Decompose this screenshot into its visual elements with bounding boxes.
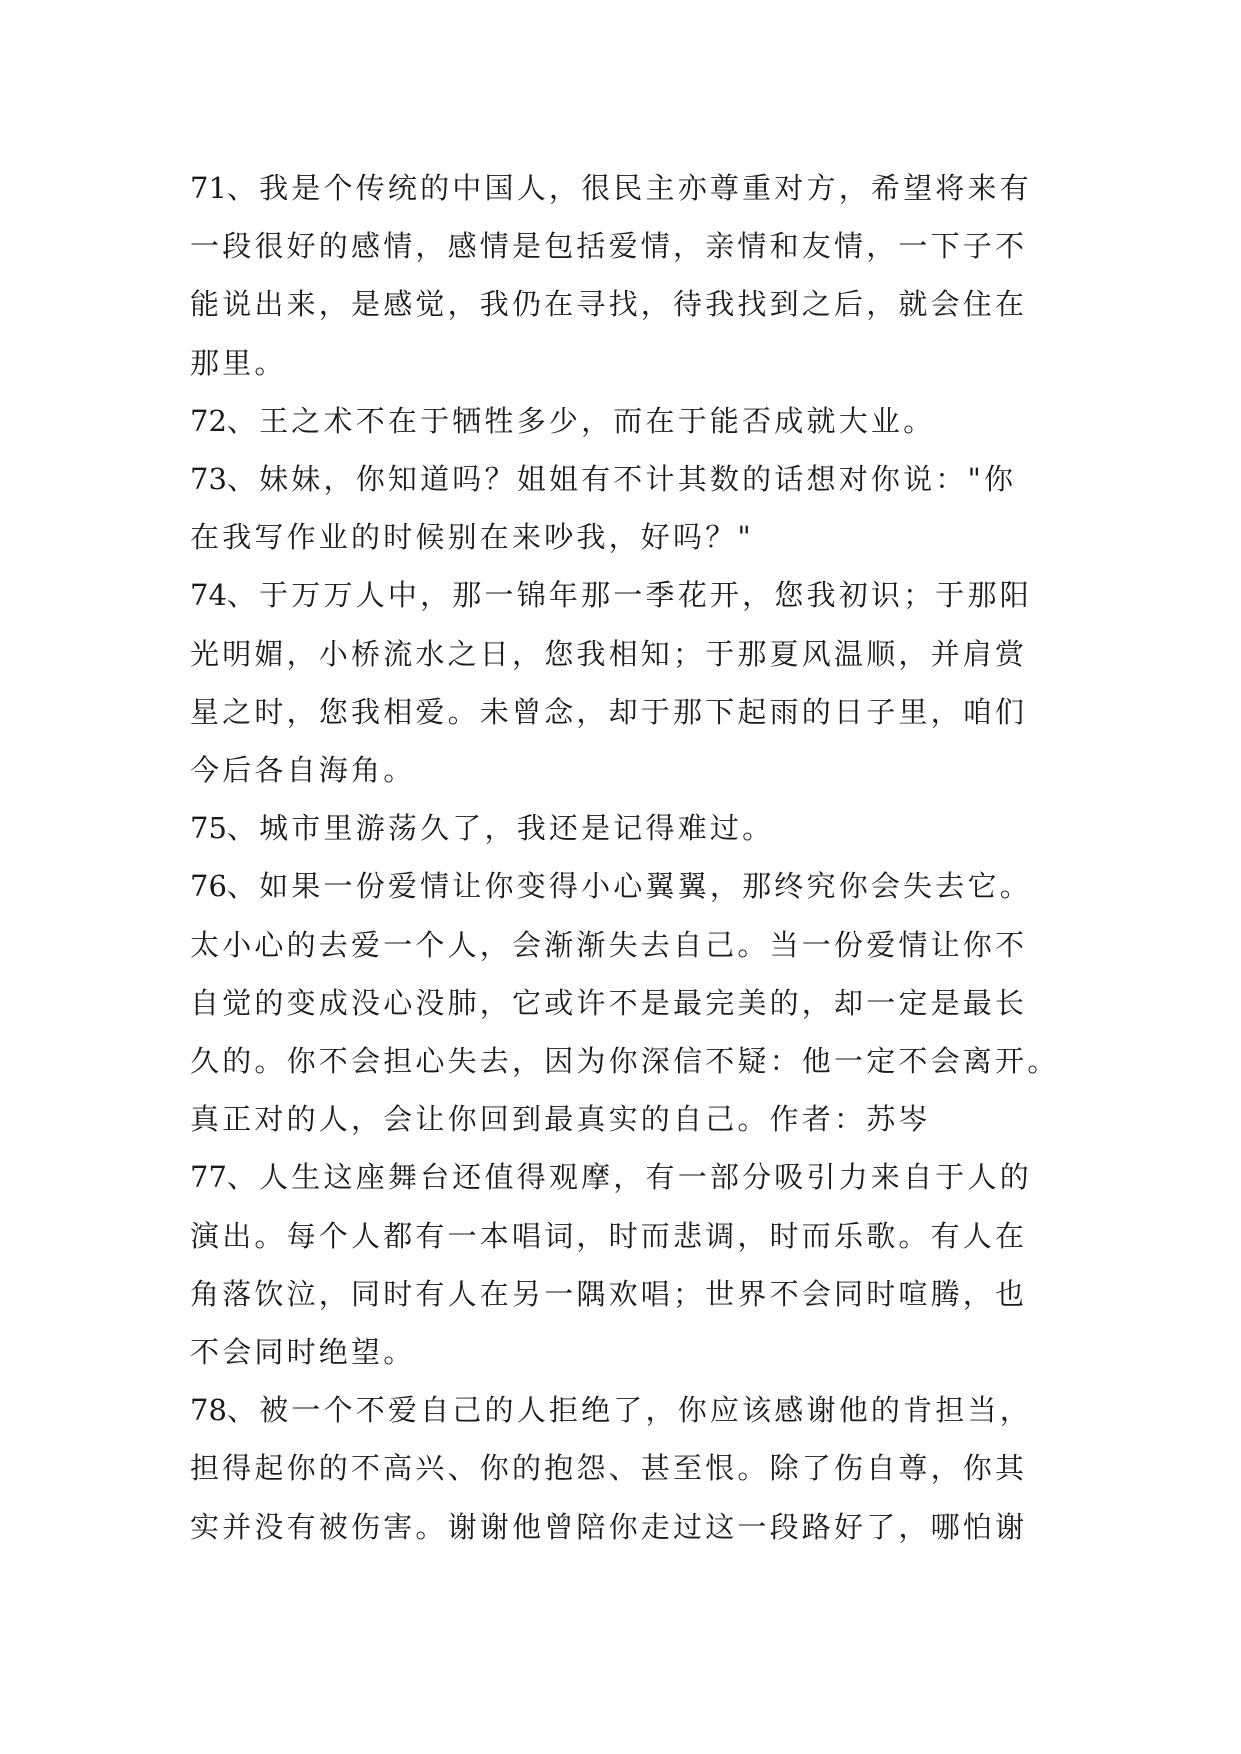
entry-line: 一段很好的感情，感情是包括爱情，亲情和友情，一下子不 — [190, 229, 1028, 264]
document-body — [190, 159, 1058, 1556]
entry-number: 74 — [190, 578, 227, 613]
entry-line: 76、如果一份爱情让你变得小心翼翼，那终究你会失去它。 — [190, 869, 1032, 904]
entry-75 — [190, 799, 1058, 857]
entry-72 — [190, 392, 1058, 450]
entry-77 — [190, 1148, 1058, 1381]
entry-number: 78 — [190, 1393, 227, 1428]
entry-line: 担得起你的不高兴、你的抱怨、甚至恨。除了伤自尊，你其 — [190, 1451, 1028, 1486]
entry-76 — [190, 857, 1058, 1148]
entry-line: 角落饮泣，同时有人在另一隅欢唱；世界不会同时喧腾，也 — [190, 1276, 1028, 1311]
entry-line: 光明媚，小桥流水之日，您我相知；于那夏风温顺，并肩赏 — [190, 636, 1028, 671]
entry-line: 能说出来，是感觉，我仍在寻找，待我找到之后，就会住在 — [190, 287, 1028, 322]
entry-line: 那里。 — [190, 345, 287, 380]
entry-line: 77、人生这座舞台还值得观摩，有一部分吸引力来自于人的 — [190, 1160, 1032, 1195]
entry-line: 演出。每个人都有一本唱词，时而悲调，时而乐歌。有人在 — [190, 1218, 1028, 1253]
entry-number: 71 — [190, 171, 227, 205]
entry-line: 72、王之术不在于牺牲多少，而在于能否成就大业。 — [190, 403, 936, 438]
entry-line: 太小心的去爱一个人，会渐渐失去自己。当一份爱情让你不 — [190, 927, 1028, 962]
entry-line: 不会同时绝望。 — [190, 1335, 416, 1370]
entry-line: 今后各自海角。 — [190, 753, 416, 788]
entry-74 — [190, 566, 1058, 799]
entry-line: 实并没有被伤害。谢谢他曾陪你走过这一段路好了，哪怕谢 — [190, 1509, 1028, 1544]
entry-line: 71、我是个传统的中国人，很民主亦尊重对方，希望将来有 — [190, 171, 1032, 205]
entry-line: 75、城市里游荡久了，我还是记得难过。 — [190, 811, 775, 846]
entry-number: 75 — [190, 811, 227, 846]
entry-line: 自觉的变成没心没肺，它或许不是最完美的，却一定是最长 — [190, 985, 1028, 1020]
entry-number: 76 — [190, 869, 227, 904]
entry-number: 73 — [190, 462, 227, 497]
entry-line: 真正对的人，会让你回到最真实的自己。作者：苏岑 — [190, 1102, 931, 1137]
entry-line: 78、被一个不爱自己的人拒绝了，你应该感谢他的肯担当， — [190, 1393, 1032, 1428]
entry-line: 在我写作业的时候别在来吵我，好吗？" — [190, 520, 754, 555]
entry-line: 星之时，您我相爱。未曾念，却于那下起雨的日子里，咱们 — [190, 694, 1028, 729]
entry-71 — [190, 159, 1058, 392]
entry-number: 72 — [190, 403, 227, 438]
entry-78 — [190, 1381, 1058, 1556]
entry-line: 久的。你不会担心失去，因为你深信不疑：他一定不会离开。 — [190, 1044, 1060, 1079]
entry-number: 77 — [190, 1160, 227, 1195]
entry-line: 73、妹妹，你知道吗？姐姐有不计其数的话想对你说："你 — [190, 462, 1017, 497]
entry-73 — [190, 450, 1058, 566]
entry-line: 74、于万万人中，那一锦年那一季花开，您我初识；于那阳 — [190, 578, 1032, 613]
